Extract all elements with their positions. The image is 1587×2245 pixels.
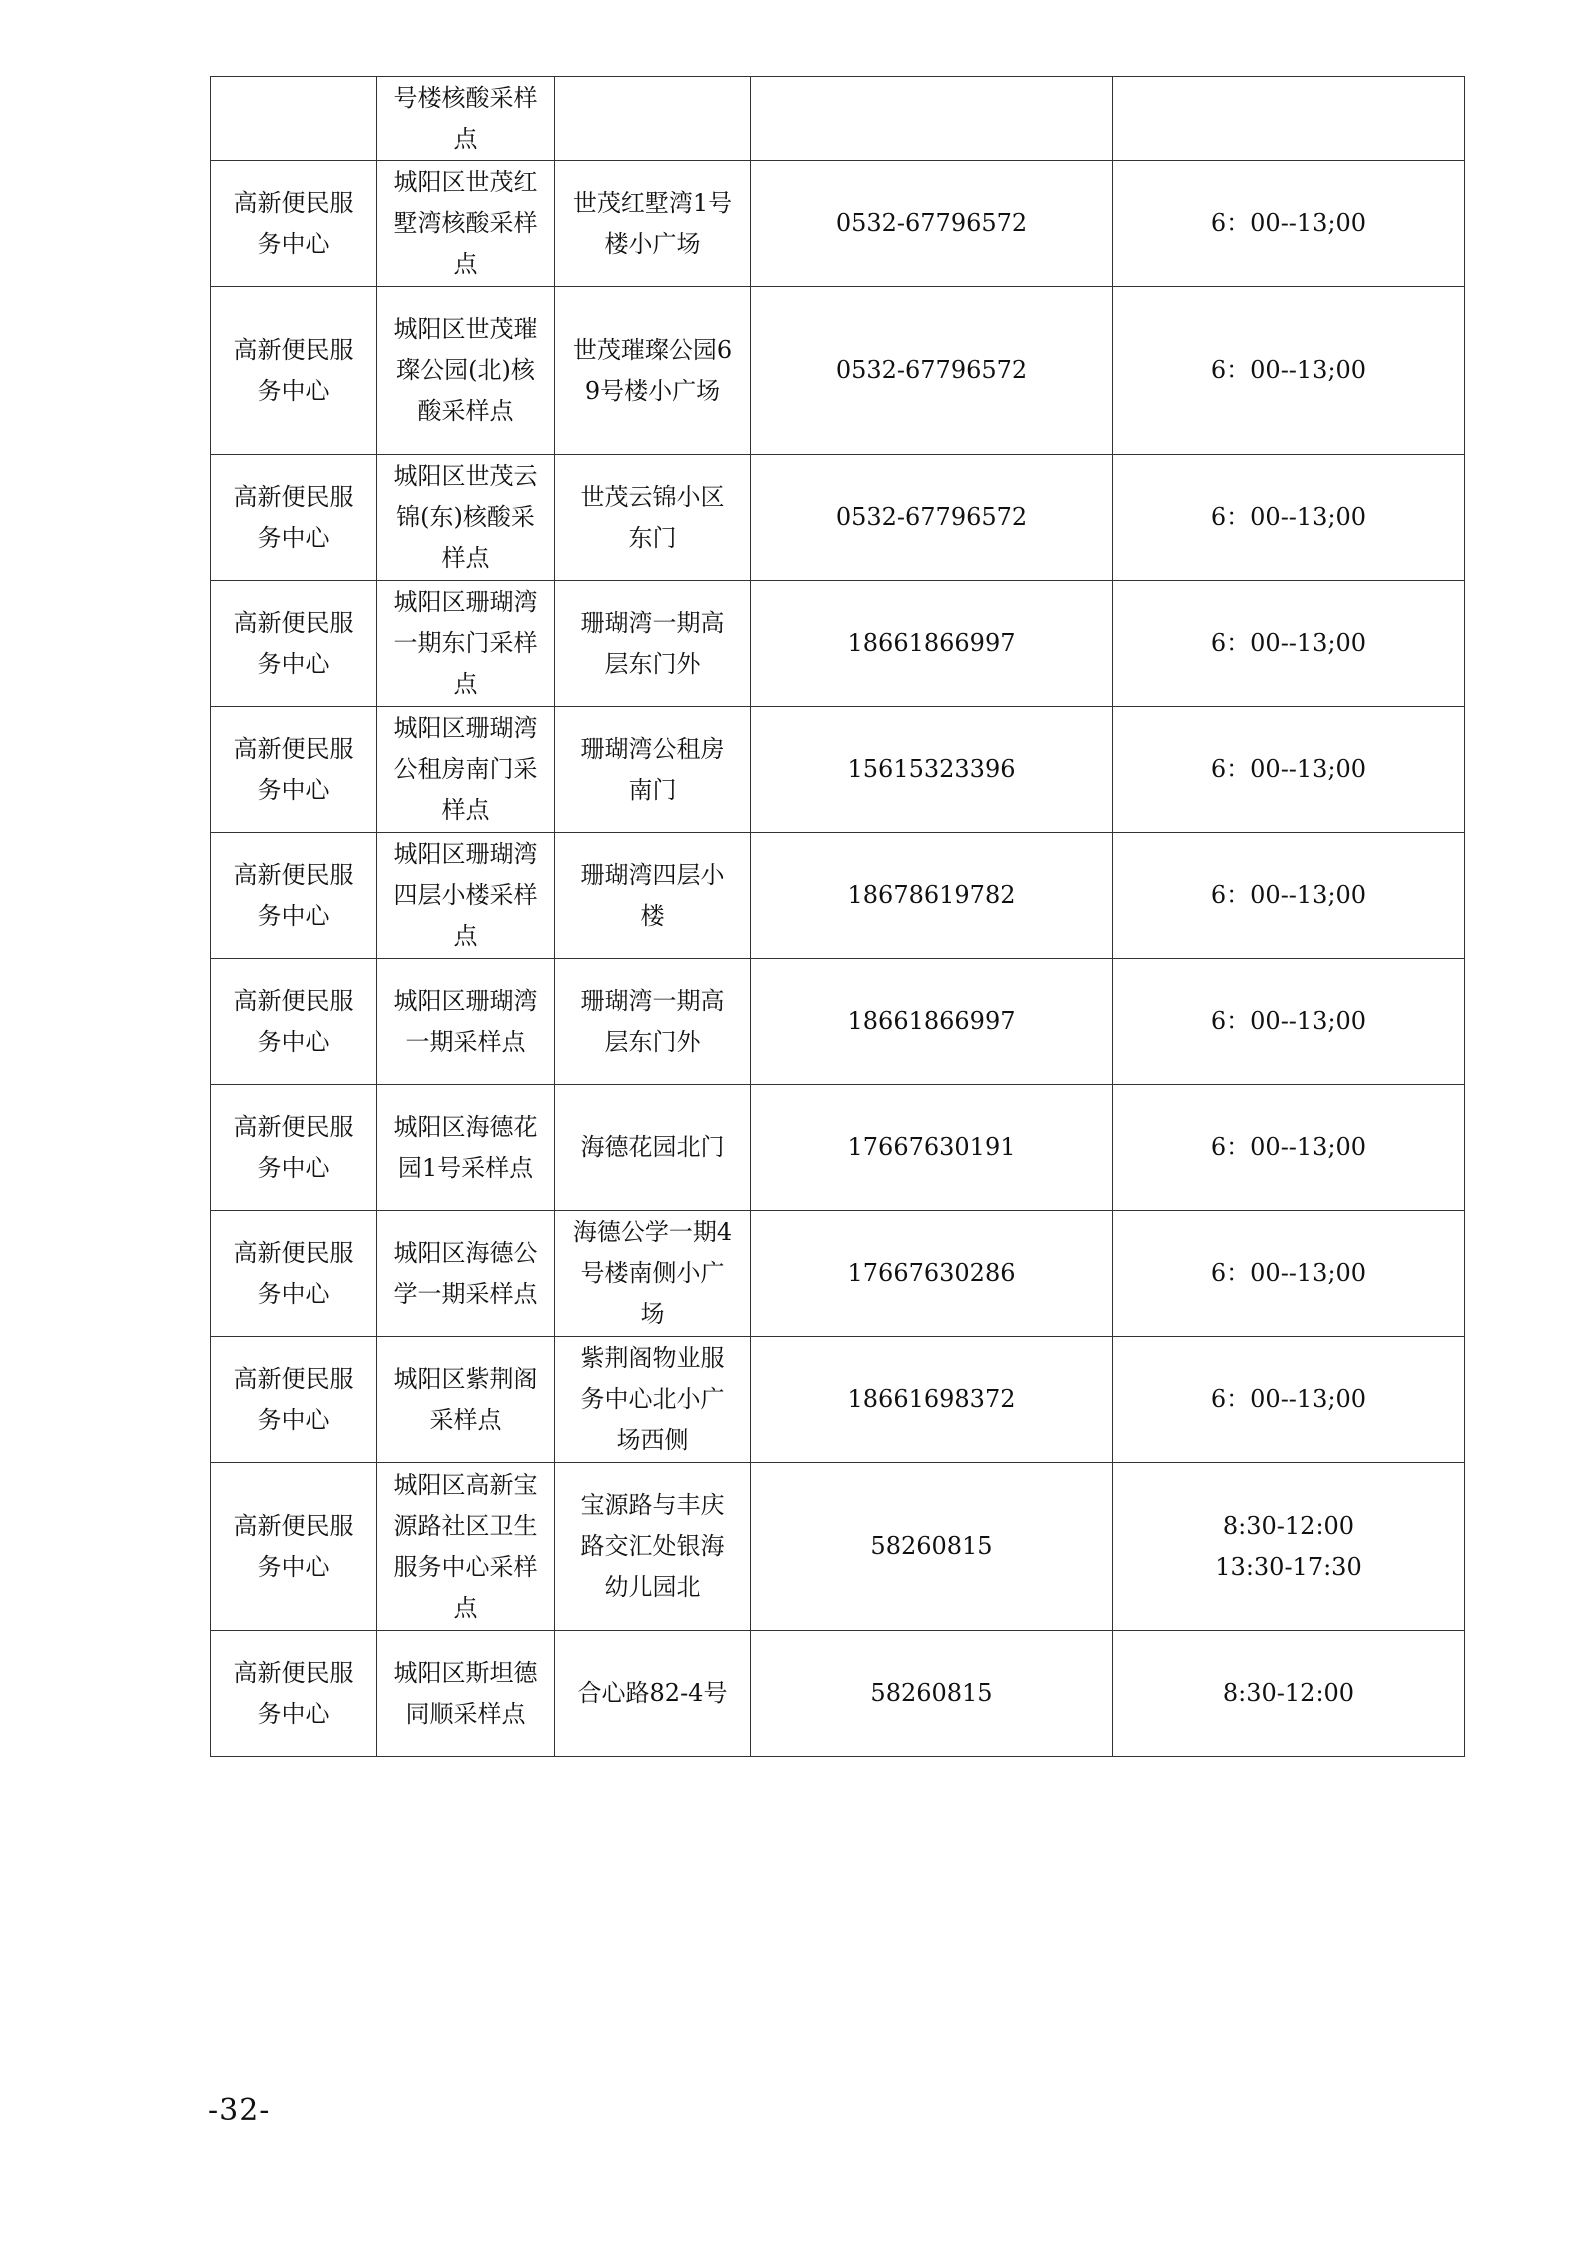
hours-line: 6：00--13;00 <box>1210 1007 1367 1035</box>
address-cell: 合心路82-4号 <box>555 1631 751 1757</box>
hours-cell <box>1113 161 1465 287</box>
hours-line: 6：00--13;00 <box>1210 1259 1367 1287</box>
hours-cell <box>1113 707 1465 833</box>
phone-cell: 18661866997 <box>751 959 1113 1085</box>
hours-cell <box>1113 455 1465 581</box>
phone-cell: 18678619782 <box>751 833 1113 959</box>
phone-cell: 58260815 <box>751 1463 1113 1631</box>
hours-cell <box>1113 1337 1465 1463</box>
service-center-cell: 高新便民服务中心 <box>211 707 377 833</box>
hours-line: 6：00--13;00 <box>1210 503 1367 531</box>
service-center-cell: 高新便民服务中心 <box>211 1337 377 1463</box>
address-cell: 珊瑚湾一期高层东门外 <box>555 581 751 707</box>
table-row <box>211 707 1465 833</box>
hours-cell <box>1113 287 1465 455</box>
table-row <box>211 161 1465 287</box>
address-cell: 世茂璀璨公园69号楼小广场 <box>555 287 751 455</box>
hours-cell <box>1113 581 1465 707</box>
site-name-cell: 城阳区珊瑚湾公租房南门采样点 <box>377 707 555 833</box>
phone-cell: 18661698372 <box>751 1337 1113 1463</box>
service-center-cell: 高新便民服务中心 <box>211 1631 377 1757</box>
phone-cell: 18661866997 <box>751 581 1113 707</box>
table-row <box>211 1211 1465 1337</box>
hours-line: 6：00--13;00 <box>1210 1133 1367 1161</box>
hours-cell <box>1113 1211 1465 1337</box>
hours-line: 8:30-12:00 <box>1222 1679 1355 1707</box>
table-row <box>211 455 1465 581</box>
hours-line: 6：00--13;00 <box>1210 629 1367 657</box>
hours-line: 6：00--13;00 <box>1210 755 1367 783</box>
hours-cell <box>1113 1085 1465 1211</box>
table-row <box>211 77 1465 161</box>
hours-cell <box>1113 1631 1465 1757</box>
service-center-cell: 高新便民服务中心 <box>211 1085 377 1211</box>
hours-cell <box>1113 77 1465 161</box>
hours-line: 6：00--13;00 <box>1210 209 1367 237</box>
hours-line: 6：00--13;00 <box>1210 1385 1367 1413</box>
table-row <box>211 833 1465 959</box>
phone-cell: 15615323396 <box>751 707 1113 833</box>
address-cell: 珊瑚湾四层小楼 <box>555 833 751 959</box>
table-row <box>211 1337 1465 1463</box>
address-cell: 海德公学一期4号楼南侧小广场 <box>555 1211 751 1337</box>
table-row <box>211 1631 1465 1757</box>
site-name-cell: 号楼核酸采样点 <box>377 77 555 161</box>
hours-cell <box>1113 1463 1465 1631</box>
site-name-cell: 城阳区海德公学一期采样点 <box>377 1211 555 1337</box>
phone-cell: 0532-67796572 <box>751 287 1113 455</box>
service-center-cell: 高新便民服务中心 <box>211 1211 377 1337</box>
table-row <box>211 287 1465 455</box>
table-row <box>211 581 1465 707</box>
address-cell: 海德花园北门 <box>555 1085 751 1211</box>
site-name-cell: 城阳区海德花园1号采样点 <box>377 1085 555 1211</box>
phone-cell: 0532-67796572 <box>751 455 1113 581</box>
service-center-cell: 高新便民服务中心 <box>211 581 377 707</box>
address-cell: 珊瑚湾一期高层东门外 <box>555 959 751 1085</box>
service-center-cell <box>211 77 377 161</box>
service-center-cell: 高新便民服务中心 <box>211 161 377 287</box>
site-name-cell: 城阳区世茂云锦(东)核酸采样点 <box>377 455 555 581</box>
address-cell <box>555 77 751 161</box>
hours-cell <box>1113 959 1465 1085</box>
table-body <box>211 77 1465 1757</box>
hours-line: 13:30-17:30 <box>1215 1552 1362 1581</box>
service-center-cell: 高新便民服务中心 <box>211 455 377 581</box>
site-name-cell: 城阳区紫荆阁采样点 <box>377 1337 555 1463</box>
service-center-cell: 高新便民服务中心 <box>211 1463 377 1631</box>
site-name-cell: 城阳区斯坦德同顺采样点 <box>377 1631 555 1757</box>
table-row <box>211 959 1465 1085</box>
service-center-cell: 高新便民服务中心 <box>211 959 377 1085</box>
phone-cell: 17667630286 <box>751 1211 1113 1337</box>
site-name-cell: 城阳区珊瑚湾一期东门采样点 <box>377 581 555 707</box>
service-center-cell: 高新便民服务中心 <box>211 287 377 455</box>
testing-sites-table <box>210 76 1465 1757</box>
address-cell: 世茂红墅湾1号楼小广场 <box>555 161 751 287</box>
site-name-cell: 城阳区高新宝源路社区卫生服务中心采样点 <box>377 1463 555 1631</box>
page-number: -32- <box>208 2093 271 2128</box>
phone-cell <box>751 77 1113 161</box>
site-name-cell: 城阳区珊瑚湾四层小楼采样点 <box>377 833 555 959</box>
site-name-cell: 城阳区世茂红墅湾核酸采样点 <box>377 161 555 287</box>
hours-line: 6：00--13;00 <box>1210 356 1367 384</box>
site-name-cell: 城阳区世茂璀璨公园(北)核酸采样点 <box>377 287 555 455</box>
phone-cell: 17667630191 <box>751 1085 1113 1211</box>
address-cell: 珊瑚湾公租房南门 <box>555 707 751 833</box>
hours-line: 6：00--13;00 <box>1210 881 1367 909</box>
hours-cell <box>1113 833 1465 959</box>
site-name-cell: 城阳区珊瑚湾一期采样点 <box>377 959 555 1085</box>
address-cell: 宝源路与丰庆路交汇处银海幼儿园北 <box>555 1463 751 1631</box>
hours-line: 8:30-12:00 <box>1222 1511 1355 1540</box>
table-row <box>211 1085 1465 1211</box>
table-row <box>211 1463 1465 1631</box>
phone-cell: 58260815 <box>751 1631 1113 1757</box>
phone-cell: 0532-67796572 <box>751 161 1113 287</box>
service-center-cell: 高新便民服务中心 <box>211 833 377 959</box>
address-cell: 紫荆阁物业服务中心北小广场西侧 <box>555 1337 751 1463</box>
address-cell: 世茂云锦小区东门 <box>555 455 751 581</box>
